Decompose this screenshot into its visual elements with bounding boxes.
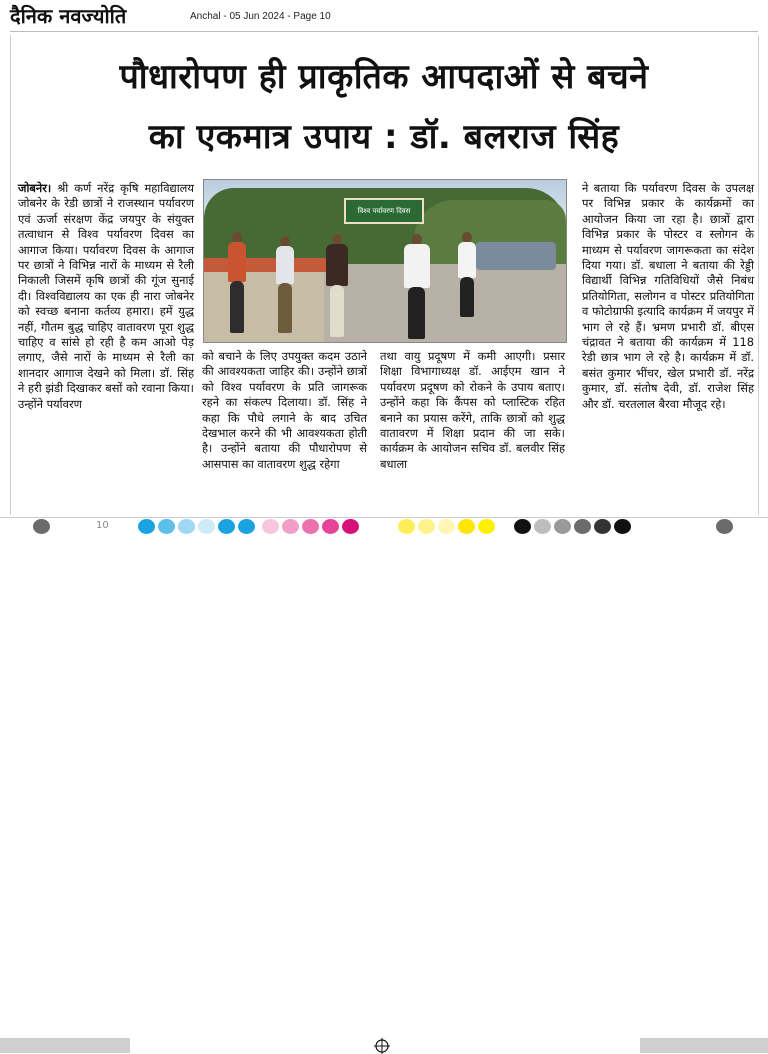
color-swatch bbox=[198, 519, 215, 534]
color-swatch bbox=[158, 519, 175, 534]
color-swatch bbox=[282, 519, 299, 534]
dateline: जोबनेर। bbox=[18, 181, 52, 195]
crowd bbox=[476, 242, 556, 270]
color-swatch bbox=[178, 519, 195, 534]
masthead bbox=[10, 2, 758, 32]
top-rule bbox=[10, 31, 758, 32]
color-swatch bbox=[534, 519, 551, 534]
article-column-4: ने बताया कि पर्यावरण दिवस के उपलक्ष पर विभिन्न प्रकार के कार्यक्रमों का आयोजन किया जा रहा है। छात्रों द्वारा विभिन्न प्रकार के पोस्टर व स्लोगन के माध्यम से पर्यावरण जागरूकता का संदेश दिया गया। डॉ. बधाला ने बताया की रेड्डी विद्यार्थी विभिन्न गतिविधियों जैसे निबंध प्रतियोगिता, सलोगन व पोस्टर प्रतियोगिता व फोटोग्राफी इत्यादि कार्यक्रम में जयपुर में भाग ले रहे हैं। भ्रमण प्रभारी डॉ. बीएस चंद्रावत ने बताया की कार्यक्रम में 118 रेडी छात्र भाग ले रहे है। कार्यक्रम में डॉ. बसंत कुमार भींचर, खेल प्रभारी डॉ. नरेंद्र कुमार, डॉ. संतोष देवी, डॉ. राजेश सिंह और डॉ. चरतलाल बैरवा मौजूद रहे। bbox=[582, 181, 754, 411]
color-swatch bbox=[554, 519, 571, 534]
grey-strip-right bbox=[640, 1038, 768, 1053]
rally-photo bbox=[203, 179, 567, 343]
photo-road bbox=[324, 264, 566, 342]
print-color-bar bbox=[0, 519, 768, 534]
newspaper-name: दैनिक नवज्योति bbox=[10, 4, 127, 28]
headline-line-1: पौधारोपण ही प्राकृतिक आपदाओं से बचने bbox=[119, 57, 649, 97]
color-swatch bbox=[438, 519, 455, 534]
page-number: 10 bbox=[96, 520, 109, 531]
grey-swatch bbox=[33, 519, 50, 534]
color-swatch bbox=[478, 519, 495, 534]
color-swatch bbox=[262, 519, 279, 534]
color-swatch bbox=[398, 519, 415, 534]
color-swatch bbox=[302, 519, 319, 534]
color-swatch bbox=[614, 519, 631, 534]
person-walking bbox=[458, 242, 476, 278]
person-walking bbox=[404, 244, 430, 288]
person-walking bbox=[276, 246, 294, 284]
grey-strip-left bbox=[0, 1038, 130, 1053]
article-column-1 bbox=[18, 181, 194, 412]
color-swatch bbox=[322, 519, 339, 534]
article-text-1: श्री कर्ण नरेंद्र कृषि महाविद्यालय जोबनेर के रेडी छात्रों ने राजस्थान पर्यावरण एवं ऊर्जा संरक्षण केंद्र जयपुर के संयुक्त तत्वाधान से विश्व पर्यावरण दिवस का आगाज किया। पर्यावरण दिवस के आगाज पर छात्रों ने विभिन्न नारों के माध्यम से रैली निकाली जिसमें कृषि छात्रों की गूंज सुनाई दी। विश्वविद्यालय का एक ही नारा जोबनेर को स्वच्छ बनाना कर्तव्य हमारा। हमें युद्ध नहीं, गौतम बुद्ध चाहिए वातावरण पूरा शुद्ध चाहिए व सांसे हो रही है कम आओ पेड़ लगाए, जैसे नारों के माध्यम से रैली का शानदार आगाज देखने को मिला। डॉ. सिंह ने हरी झंडी दिखाकर बसों को रवाना किया। उन्होंने पर्यावरण bbox=[18, 181, 194, 411]
person-legs bbox=[330, 285, 344, 337]
color-swatch bbox=[514, 519, 531, 534]
article-column-3: तथा वायु प्रदूषण में कमी आएगी। प्रसार शिक्षा विभागाध्यक्ष डॉ. आईएम खान ने पर्यावरण प्रदूषण को रोकने के उपाय बताए। उन्होंने कहा कि कैंपस को प्लास्टिक रहित बनाने का प्रयास करेंगे, ताकि छात्रों को शुद्ध वातावरण में शिक्षा प्रदान की जा सके। कार्यक्रम के आयोजन सचिव डॉ. बलवीर सिंह बधाला bbox=[380, 349, 565, 471]
article-column-2: को बचाने के लिए उपयुक्त कदम उठाने की आवश्यकता जाहिर की। उन्होंने छात्रों को विश्व पर्यावरण के प्रति जागरूक रहने का संकल्प दिलाया। डॉ. सिंह ने कहा कि पौधे लगाने के बाद उचित देखभाल करने की भी आवश्यकता होती है। उन्होंने बताया की पौधारोपण से आसपास का वातावरण शुद्ध रहेगा bbox=[202, 349, 367, 471]
left-rule bbox=[10, 35, 11, 515]
person-walking bbox=[326, 244, 348, 286]
color-swatch bbox=[594, 519, 611, 534]
color-swatch bbox=[458, 519, 475, 534]
person-walking bbox=[228, 242, 246, 282]
person-legs bbox=[278, 283, 292, 333]
color-swatch bbox=[238, 519, 255, 534]
photo-banner: विश्व पर्यावरण दिवस bbox=[344, 198, 424, 224]
color-swatch bbox=[574, 519, 591, 534]
person-legs bbox=[230, 281, 244, 333]
grey-swatch bbox=[716, 519, 733, 534]
bottom-rule bbox=[0, 517, 768, 518]
right-rule bbox=[758, 35, 759, 515]
photo-wall bbox=[204, 258, 334, 272]
person-legs bbox=[408, 287, 425, 339]
color-swatch bbox=[342, 519, 359, 534]
registration-mark-icon bbox=[374, 1038, 390, 1054]
headline-line-2: का एकमात्र उपाय : डॉ. बलराज सिंह bbox=[148, 117, 620, 157]
edition-meta: Anchal - 05 Jun 2024 - Page 10 bbox=[190, 11, 331, 22]
color-swatch bbox=[138, 519, 155, 534]
person-legs bbox=[460, 277, 474, 317]
color-swatch bbox=[418, 519, 435, 534]
color-swatch bbox=[218, 519, 235, 534]
